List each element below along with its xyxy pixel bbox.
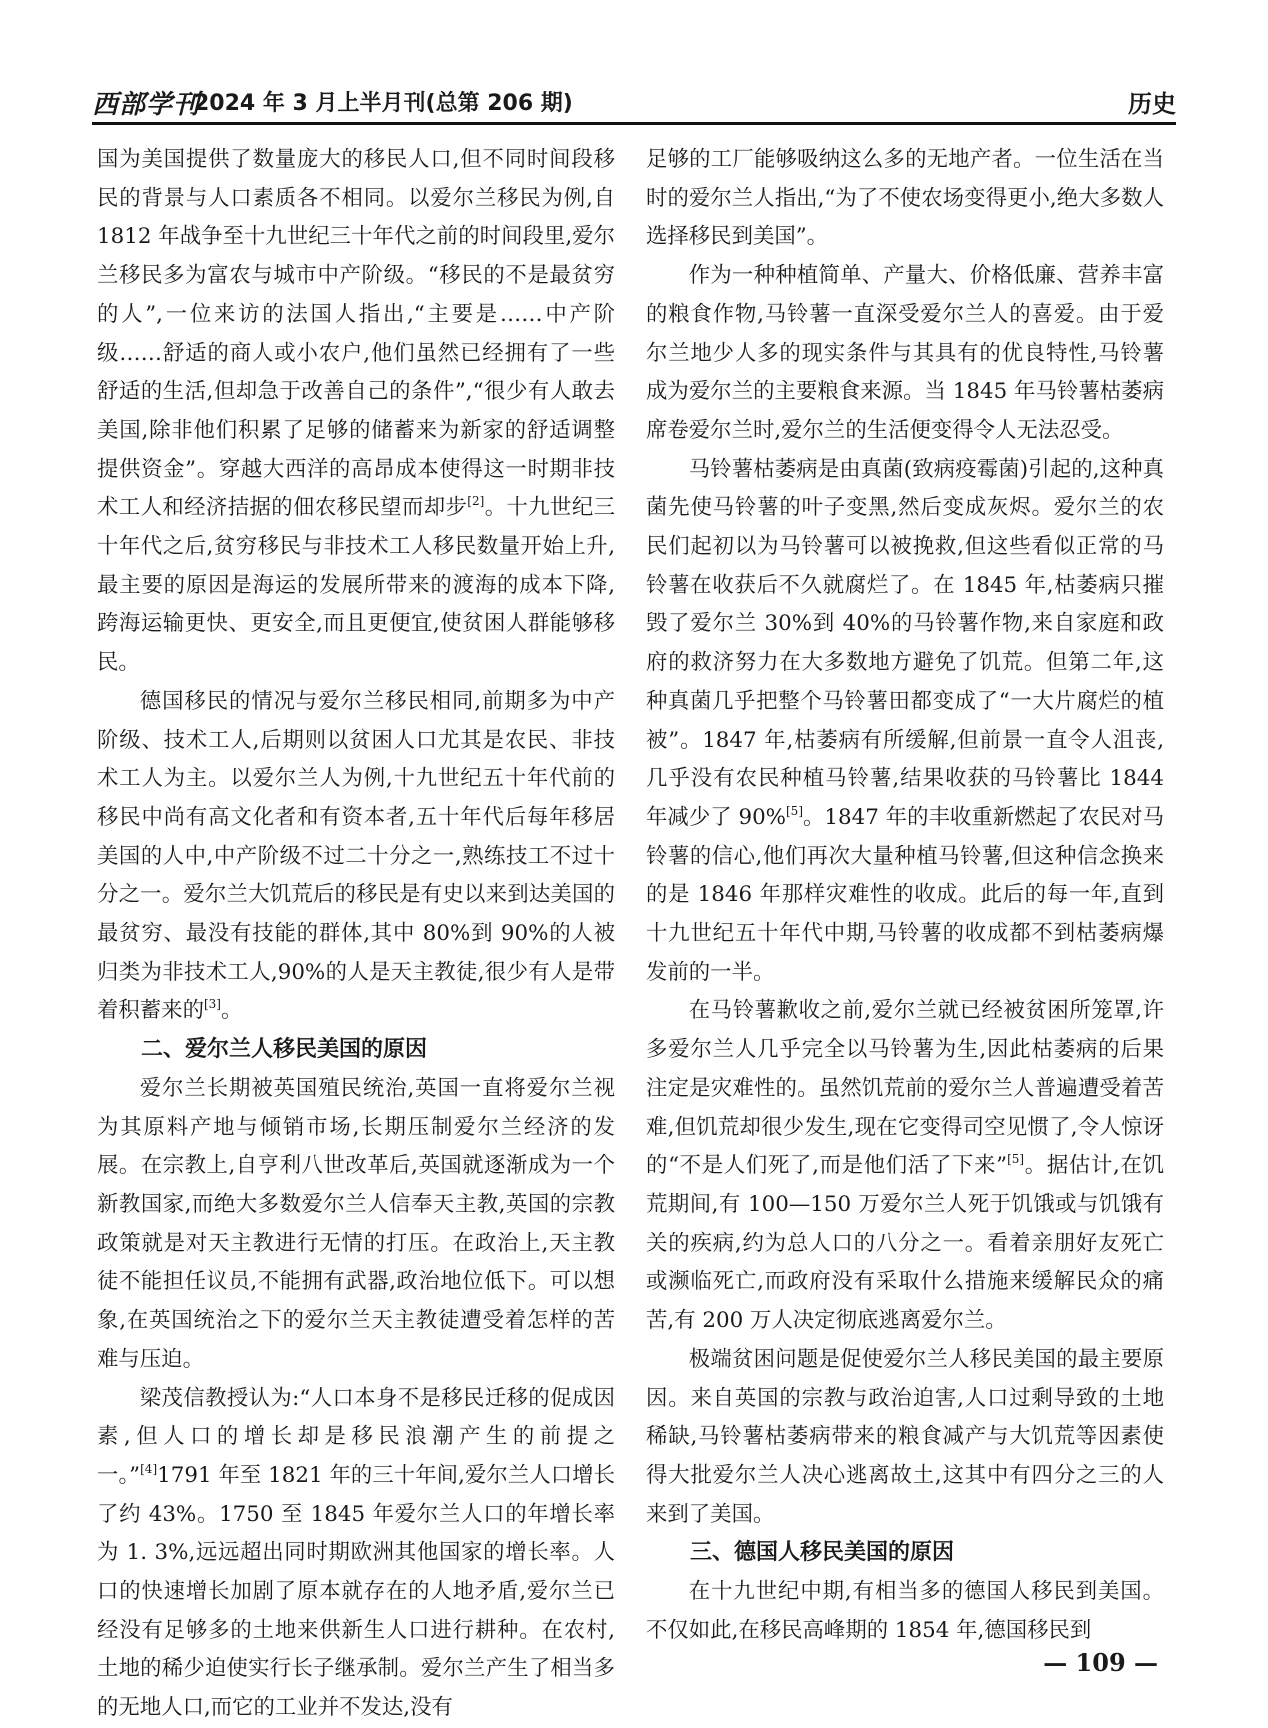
paragraph: 极端贫困问题是促使爱尔兰人移民美国的最主要原因。来自英国的宗教与政治迫害,人口过剩导致的土地稀缺,马铃薯枯萎病带来的粮食减产与大饥荒等因素使得大批爱尔兰人决心逃离故土,这其中有四分之三的人来到了美国。 [646, 1346, 1164, 1527]
paragraph-text: 。十九世纪三十年代之后,贫穷移民与非技术工人移民数量开始上升,最主要的原因是海运的发展所带来的渡海的成本下降,跨海运输更快、更安全,而且更便宜,使贫困人群能够移民。 [97, 495, 615, 676]
paragraph-text: 1791 年至 1821 年的三十年间,爱尔兰人口增长了约 43%。1750 至 1845 年爱尔兰人口的年增长率为 1. 3%,远远超出同时期欧洲其他国家的增长率。人口的快速增长加剧了原本就存在的人地矛盾,爱尔兰已经没有足够多的土地来供新生人口进行耕种。在农村,土地的稀少迫使实行长子继承制。爱尔兰产生了相当多的无地人口,而它的工业并不发达,没有 [97, 1462, 615, 1721]
left-column [97, 141, 615, 1728]
paragraph-text: 梁茂信教授认为:“人口本身不是移民迁移的促成因素,但人口的增长却是移民浪潮产生的前提之一。” [97, 1385, 615, 1488]
paragraph [97, 1380, 615, 1728]
paragraph-text: 德国移民的情况与爱尔兰移民相同,前期多为中产阶级、技术工人,后期则以贫困人口尤其是农民、非技术工人为主。以爱尔兰人为例,十九世纪五十年代前的移民中尚有高文化者和有资本者,五十年代后每年移居美国的人中,中产阶级不过二十分之一,熟练技工不过十分之一。爱尔兰大饥荒后的移民是有史以来到达美国的最贫穷、最没有技能的群体,其中 80%到 90%的人被归类为非技术工人,90%的人是天主教徒,很少有人是带着积蓄来的 [97, 688, 615, 1024]
section-name: 历史 [1128, 90, 1176, 118]
paragraph: 足够的工厂能够吸纳这么多的无地产者。一位生活在当时的爱尔兰人指出,“为了不使农场变得更小,绝大多数人选择移民到美国”。 [646, 147, 1164, 250]
paragraph [646, 451, 1164, 993]
paragraph: 在十九世纪中期,有相当多的德国人移民到美国。不仅如此,在移民高峰期的 1854 年,德国移民到 [646, 1579, 1164, 1643]
citation: [5] [786, 803, 803, 818]
paragraph [97, 141, 615, 683]
paragraph-text: 。 [220, 998, 243, 1024]
paragraph-text: 在马铃薯歉收之前,爱尔兰就已经被贫困所笼罩,许多爱尔兰人几乎完全以马铃薯为生,因此枯萎病的后果注定是灾难性的。虽然饥荒前的爱尔兰人普遍遭受着苦难,但饥荒却很少发生,现在它变得司空见惯了,令人惊讶的“不是人们死了,而是他们活了下来” [646, 998, 1164, 1179]
journal-logo: 西部学刊 [92, 90, 201, 120]
header-rule [92, 122, 1176, 125]
issue-info: 2024 年 3 月上半月刊(总第 206 期) [194, 91, 573, 116]
paragraph [97, 683, 615, 1031]
page-number: — 109 — [1043, 1648, 1158, 1677]
paragraph-text: 。据估计,在饥荒期间,有 100—150 万爱尔兰人死于饥饿或与饥饿有关的疾病,约为总人口的八分之一。看着亲朋好友死亡或濒临死亡,而政府没有采取什么措施来缓解民众的痛苦,有 200 万人决定彻底逃离爱尔兰。 [646, 1153, 1164, 1334]
paragraph: 爱尔兰长期被英国殖民统治,英国一直将爱尔兰视为其原料产地与倾销市场,长期压制爱尔兰经济的发展。在宗教上,自亨利八世改革后,英国就逐渐成为一个新教国家,而绝大多数爱尔兰人信奉天主教,英国的宗教政策就是对天主教进行无情的打压。在政治上,天主教徒不能担任议员,不能拥有武器,政治地位低下。可以想象,在英国统治之下的爱尔兰天主教徒遭受着怎样的苦难与压迫。 [97, 1075, 615, 1372]
citation: [5] [1007, 1152, 1025, 1167]
paragraph-text: 马铃薯枯萎病是由真菌(致病疫霉菌)引起的,这种真菌先使马铃薯的叶子变黑,然后变成灰烬。爱尔兰的农民们起初以为马铃薯可以被挽救,但这些看似正常的马铃薯在收获后不久就腐烂了。在 1845 年,枯萎病只摧毁了爱尔兰 30%到 40%的马铃薯作物,来自家庭和政府的救济努力在大多数地方避免了饥荒。但第二年,这种真菌几乎把整个马铃薯田都变成了“一大片腐烂的植被”。1847 年,枯萎病有所缓解,但前景一直令人沮丧,几乎没有农民种植马铃薯,结果收获的马铃薯比 1844 年减少了 90% [646, 456, 1164, 830]
paragraph-text: 国为美国提供了数量庞大的移民人口,但不同时间段移民的背景与人口素质各不相同。以爱尔兰移民为例,自 1812 年战争至十九世纪三十年代之前的时间段里,爱尔兰移民多为富农与城市中产阶级。“移民的不是最贫穷的人”,一位来访的法国人指出,“主要是……中产阶级……舒适的商人或小农户,他们虽然已经拥有了一些舒适的生活,但却急于改善自己的条件”,“很少有人敢去美国,除非他们积累了足够的储蓄来为新家的舒适调整提供资金”。穿越大西洋的高昂成本使得这一时期非技术工人和经济拮据的佃农移民望而却步 [97, 147, 615, 521]
citation: [3] [203, 997, 221, 1012]
citation: [4] [140, 1461, 158, 1476]
page-header [92, 80, 1176, 120]
right-column [646, 141, 1164, 1650]
citation: [2] [467, 494, 485, 509]
paragraph: 作为一种种植简单、产量大、价格低廉、营养丰富的粮食作物,马铃薯一直深受爱尔兰人的喜爱。由于爱尔兰地少人多的现实条件与其具有的优良特性,马铃薯成为爱尔兰的主要粮食来源。当 1845 年马铃薯枯萎病席卷爱尔兰时,爱尔兰的生活便变得令人无法忍受。 [646, 263, 1164, 443]
section-heading: 二、爱尔兰人移民美国的原因 [141, 1037, 428, 1063]
paragraph-text: 。1847 年的丰收重新燃起了农民对马铃薯的信心,他们再次大量种植马铃薯,但这种信念换来的是 1846 年那样灾难性的收成。此后的每一年,直到十九世纪五十年代中期,马铃薯的收成都不到枯萎病爆发前的一半。 [646, 804, 1164, 985]
paragraph [646, 992, 1164, 1340]
section-heading: 三、德国人移民美国的原因 [690, 1540, 955, 1566]
